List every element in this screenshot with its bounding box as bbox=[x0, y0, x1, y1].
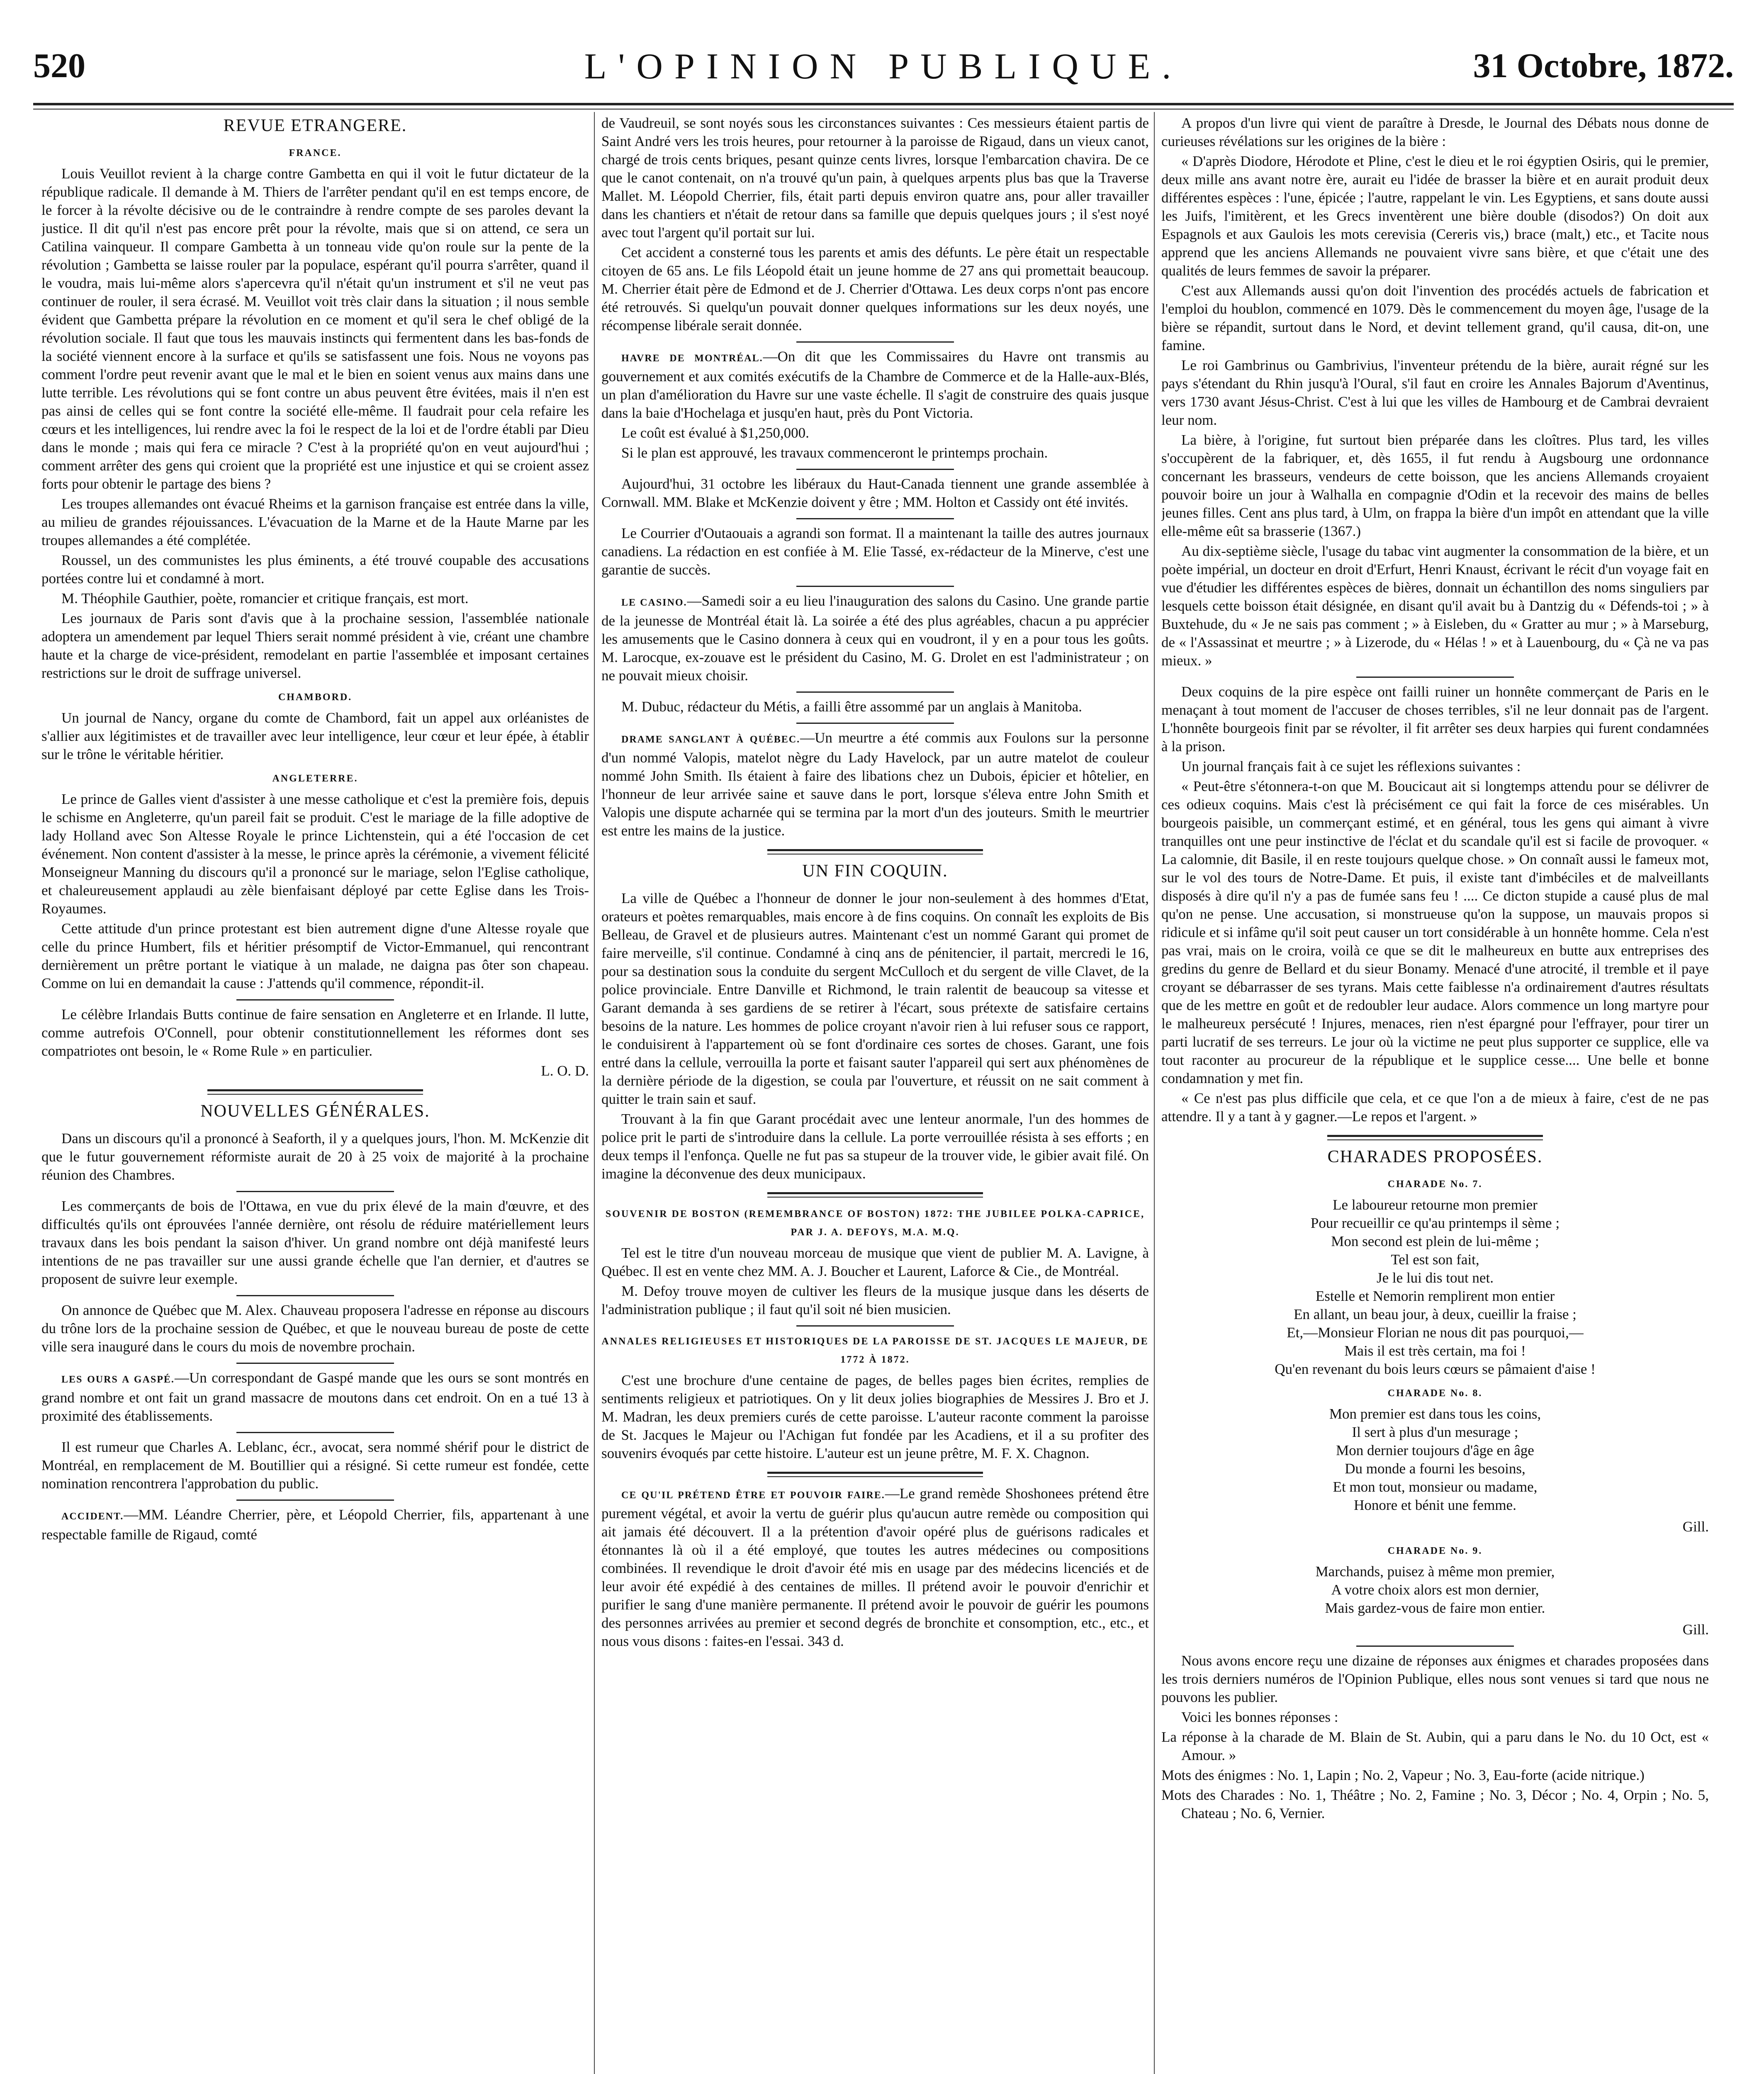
page-number: 520 bbox=[33, 46, 85, 85]
article-paragraph: Le coût est évalué à $1,250,000. bbox=[621, 425, 809, 441]
article-paragraph: « D'après Diodore, Hérodote et Pline, c'est le dieu et le roi égyptien Osiris, qui le premier, deux mille ans avant notre ère, aurait eu l'idée de brasser la bière et en aurait produit deux différentes espèces : l'une, épicée ; l'autre, rappelant le vin. Les Egyptiens, et sans doute aussi les Juifs, l'imitèrent, et les Grecs inventèrent une bière double (disodos?) On doit aux Espagnols et aux Gaulois les mots cerevisia (Cereris vis,) brace (malt,) etc., et Tacite nous apprend que les anciens Allemands ne pouvaient vivre sans bière, et que c'était une des qualités de leurs femmes de savoir la préparer. bbox=[1161, 153, 1709, 279]
article-paragraph: Le prince de Galles vient d'assister à une messe catholique et c'est la première fois, depuis le schisme en Angleterre, qu'un pareil fait se produit. C'est le mariage de la fille adoptive de lady Holland avec Son Altesse Royale le prince Lichtenstein, qui a été l'occasion de cet événement. Non content d'assister à la messe, le prince après la cérémonie, a vivement félicité Monseigneur Manning du discours qu'il a prononcé sur le mariage, selon l'Eglise catholique, et chaleureusement applaudi au zèle bienfaisant déployé par cette Eglise dans les Trois-Royaumes. bbox=[41, 791, 589, 917]
charade-signature: Gill. bbox=[1682, 1519, 1709, 1535]
review-title-souvenir: SOUVENIR DE BOSTON (REMEMBRANCE OF BOSTON) 1872: THE JUBILEE POLKA-CAPRICE, PAR J. A. DEFOYS, M.A. M.Q. bbox=[605, 1209, 1145, 1238]
verse-line: Qu'en revenant du bois leurs cœurs se pâmaient d'aise ! bbox=[1275, 1361, 1596, 1377]
section-title-charades: CHARADES PROPOSÉES. bbox=[1327, 1147, 1543, 1166]
charade-9-title: CHARADE No. 9. bbox=[1387, 1546, 1483, 1556]
answer-item: La réponse à la charade de M. Blain de St. Aubin, qui a paru dans le No. du 10 Oct, est « Amour. » bbox=[1161, 1729, 1709, 1763]
issue-date: 31 Octobre, 1872. bbox=[1473, 46, 1734, 85]
article-paragraph: C'est aux Allemands aussi qu'on doit l'invention des procédés actuels de fabrication et l'emploi du houblon, commencé en 1079. Dès le commencement du moyen âge, l'usage de la bière se répandit, surtout dans le Nord, et devint tellement grand, qu'il causa, dit-on, une famine. bbox=[1161, 282, 1709, 353]
article-paragraph: Tel est le titre d'un nouveau morceau de musique que vient de publier M. A. Lavigne, à Québec. Il est en vente chez MM. A. J. Boucher et Laurent, Laforce & Cie., de Montréal. bbox=[601, 1245, 1149, 1279]
verse-line: Et mon tout, monsieur ou madame, bbox=[1333, 1479, 1538, 1495]
article-paragraph: Cette attitude d'un prince protestant est bien autrement digne d'une Altesse royale que celle du prince Humbert, fils et héritier présomptif de Victor-Emmanuel, qui rencontrant dernièrement un prêtre portant le viatique à un malade, ne daigna pas ôter son chapeau. Comme on lui en demandait la cause : J'attends qu'il commence, répondit-il. bbox=[41, 920, 589, 991]
article-paragraph: Si le plan est approuvé, les travaux commenceront le printemps prochain. bbox=[621, 445, 1048, 461]
item-lead: LES OURS A GASPÉ. bbox=[61, 1374, 175, 1385]
verse-line: Mais gardez-vous de faire mon entier. bbox=[1325, 1600, 1545, 1616]
article-paragraph: M. Dubuc, rédacteur du Métis, a failli être assommé par un anglais à Manitoba. bbox=[621, 699, 1082, 715]
column-divider bbox=[594, 112, 595, 2074]
subsection-title-france: FRANCE. bbox=[289, 148, 342, 158]
charade-8-verse bbox=[1161, 1405, 1709, 1514]
header-rule bbox=[33, 103, 1734, 110]
charade-7-title: CHARADE No. 7. bbox=[1387, 1179, 1483, 1190]
review-title-annales: ANNALES RELIGIEUSES ET HISTORIQUES DE LA PAROISSE DE ST. JACQUES LE MAJEUR, DE 1772 À 1872. bbox=[601, 1336, 1149, 1365]
charade-9-verse bbox=[1161, 1563, 1709, 1617]
article-paragraph bbox=[601, 592, 1149, 685]
article-paragraph: Roussel, un des communistes les plus éminents, a été trouvé coupable des accusations portées contre lui et condamné à mort. bbox=[41, 552, 589, 587]
article-paragraph: C'est une brochure d'une centaine de pages, de belles pages bien écrites, remplies de sentiments religieux et patriotiques. On y lit deux jolies biographies de Messires J. Bro et J. M. Madran, les deux premiers curés de cette paroisse. L'auteur raconte comment la paroisse de St. Jacques le Majeur ou l'Achigan fut fondée par les Acadiens, et il a su profiter des souvenirs évoqués par cette histoire. L'auteur est un jeune prêtre, M. F. X. Chagnon. bbox=[601, 1372, 1149, 1461]
article-paragraph: Dans un discours qu'il a prononcé à Seaforth, il y a quelques jours, l'hon. M. McKenzie dit que le futur gouvernement réformiste aurait de 20 à 25 voix de majorité à la prochaine réunion des Chambres. bbox=[41, 1130, 589, 1183]
article-paragraph: de Vaudreuil, se sont noyés sous les circonstances suivantes : Ces messieurs étaient partis de Saint André vers les trois heures, pour retourner à la paroisse de Rigaud, dans un vieux canot, chargé de trois cents briques, pesant quinze cents livres, lorsque l'embarcation chavira. De ce que le canot contenait, on n'a trouvé qu'un pain, à quelques arpents plus bas que la Traverse Mallet. M. Léopold Cherrier, fils, était parti depuis environ quatre ans, pour aller travailler dans les chantiers et n'était de retour dans sa famille que depuis quelques jours ; il s'est noyé avec tout l'argent qu'il portait sur lui. bbox=[601, 115, 1149, 241]
item-text: —Samedi soir a eu lieu l'inauguration des salons du Casino. Une grande partie de la jeunesse de Montréal était là. La soirée a été des plus agréables, chacun a pu apprécier les amusements que le Casino donnera à ceux qui en voudront, il y en a pour tous les goûts. M. Larocque, ex-zouave est le président du Casino, M. G. Drolet en est l'administrateur ; on ne pouvait mieux choisir. bbox=[601, 593, 1149, 684]
item-lead: DRAME SANGLANT À QUÉBEC. bbox=[621, 734, 800, 745]
verse-line: En allant, un beau jour, à deux, cueillir la fraise ; bbox=[1294, 1306, 1577, 1322]
article-paragraph: Il est rumeur que Charles A. Leblanc, écr., avocat, sera nommé shérif pour le district de Montréal, en remplacement de M. Boutillier qui a résigné. Si cette rumeur est fondée, cette nomination rencontrera l'approbation du public. bbox=[41, 1439, 589, 1492]
article-paragraph: M. Théophile Gauthier, poète, romancier et critique français, est mort. bbox=[61, 590, 469, 606]
separator-rule bbox=[236, 1500, 394, 1501]
separator-rule bbox=[767, 1472, 983, 1477]
separator-rule bbox=[236, 1295, 394, 1296]
page-header bbox=[33, 46, 1734, 104]
article-paragraph bbox=[41, 1506, 589, 1544]
section-title-revue: REVUE ETRANGERE. bbox=[223, 116, 407, 135]
article-paragraph: Les journaux de Paris sont d'avis que à la prochaine session, l'assemblée nationale adoptera un amendement par lequel Thiers serait nommé président à vie, créant une chambre haute et la charge de vice-président, remodelant en partie l'assemblée et imposant certaines restrictions sur le droit de suffrage universel. bbox=[41, 610, 589, 681]
subsection-title-chambord: CHAMBORD. bbox=[278, 692, 353, 703]
separator-rule bbox=[1356, 1646, 1514, 1647]
column-1 bbox=[41, 114, 589, 2074]
article-paragraph bbox=[601, 1485, 1149, 1650]
verse-line: Tel est son fait, bbox=[1391, 1251, 1479, 1268]
article-paragraph: Le Courrier d'Outaouais a agrandi son format. Il a maintenant la taille des autres journaux canadiens. La rédaction en est confiée à M. Elie Tassé, ex-rédacteur de la Minerve, c'est une garantie de succès. bbox=[601, 525, 1149, 578]
item-lead: HAVRE DE MONTRÉAL. bbox=[621, 353, 763, 364]
ad-reference: 343 d. bbox=[808, 1633, 844, 1649]
verse-line: A votre choix alors est mon dernier, bbox=[1331, 1582, 1539, 1598]
column-2 bbox=[601, 114, 1149, 2074]
separator-rule bbox=[796, 341, 954, 343]
article-paragraph: Au dix-septième siècle, l'usage du tabac vint augmenter la consommation de la bière, et un poète impérial, un docteur en droit d'Erfurt, Henri Knaust, écrivant le récit d'un voyage fait en vue d'étudier les différentes espèces de bières, donnait un échantillon des noms singuliers par lesquels cette boisson était désignée, en disant qu'il avait bu à Dantzig du « Défends-toi ; » à Buxtehude, du « Je ne sais pas comment ; » à Eisleben, du « Gratter au mur ; » à Marseburg, de « l'Assassinat et meurtre ; » à Lizerode, du « Hélas ! » et à Lauenbourg, du « Çà ne va pas mieux. » bbox=[1161, 543, 1709, 669]
charade-signature: Gill. bbox=[1682, 1621, 1709, 1638]
answers-list bbox=[1161, 1728, 1709, 1823]
answer-item: Mots des Charades : No. 1, Théâtre ; No. 2, Famine ; No. 3, Décor ; No. 4, Orpin ; No. 5, Chateau ; No. 6, Vernier. bbox=[1161, 1787, 1709, 1821]
separator-rule bbox=[796, 469, 954, 470]
article-paragraph: Aujourd'hui, 31 octobre les libéraux du Haut-Canada tiennent une grande assemblée à Cornwall. MM. Blake et McKenzie doivent y être ; MM. Holton et Cassidy ont été invités. bbox=[601, 476, 1149, 510]
article-paragraph: Les commerçants de bois de l'Ottawa, en vue du prix élevé de la main d'œuvre, et des difficultés qu'ils ont éprouvées l'année dernière, ont résolu de réduire matériellement leurs travaux dans les bois pendant la saison d'hiver. Un grand nombre ont déjà manifesté leurs intentions de ne pas travailler sur une aussi grande échelle que l'an dernier, et d'autres se proposent de suivre leur exemple. bbox=[41, 1198, 589, 1287]
article-paragraph: Un journal français fait à ce sujet les réflexions suivantes : bbox=[1181, 758, 1521, 774]
verse-line: Honore et bénit une femme. bbox=[1354, 1497, 1516, 1513]
article-paragraph bbox=[601, 729, 1149, 840]
verse-line: Mon second est plein de lui-même ; bbox=[1331, 1233, 1539, 1249]
verse-line: Mon dernier toujours d'âge en âge bbox=[1336, 1442, 1534, 1458]
verse-line: Mais il est très certain, ma foi ! bbox=[1344, 1343, 1526, 1359]
item-text: —Un meurtre a été commis aux Foulons sur la personne d'un nommé Valopis, matelot nègre du Lady Havelock, par un autre matelot de couleur nommé John Smith. Ils étaient à faire des libations chez un Dubois, épicier et hôtelier, en l'honneur de leur arrivée saine et sauve dans le port, lorsque s'éleva entre John Smith et Valopis une dispute acharnée qui se termina par la mort d'un des jouteurs. Smith le meurtrier est entre les mains de la justice. bbox=[601, 730, 1149, 839]
article-paragraph: Un journal de Nancy, organe du comte de Chambord, fait un appel aux orléanistes de s'allier aux légitimistes et de travailler avec leur intelligence, leur cœur et leur épée, à établir sur le trône le véritable héritier. bbox=[41, 710, 589, 762]
separator-rule bbox=[1327, 1135, 1543, 1140]
separator-rule bbox=[236, 1363, 394, 1364]
article-paragraph: On annonce de Québec que M. Alex. Chauveau proposera l'adresse en réponse au discours du trône lors de la prochaine session de Québec, et que le nouveau bureau de poste de cette ville sera inauguré dans le cours du mois de novembre prochain. bbox=[41, 1302, 589, 1355]
article-paragraph: Le roi Gambrinus ou Gambrivius, l'inventeur prétendu de la bière, aurait régné sur les pays s'étendant du Rhin jusqu'à l'Oural, s'il faut en croire les Annales Bajorum d'Aventinus, vers 1730 avant Jésus-Christ. C'est à lui que les villes de Hambourg et de Cambrai devraient leur nom. bbox=[1161, 357, 1709, 428]
author-signature: L. O. D. bbox=[541, 1063, 589, 1079]
newspaper-title: L'OPINION PUBLIQUE. bbox=[584, 46, 1183, 87]
section-title-nouvelles: NOUVELLES GÉNÉRALES. bbox=[200, 1102, 430, 1121]
verse-line: Il sert à plus d'un mesurage ; bbox=[1352, 1424, 1518, 1440]
article-paragraph: Les troupes allemandes ont évacué Rheims et la garnison française est entrée dans la ville, au milieu de grandes réjouissances. L'évacuation de la Marne et de la Haute Marne par les troupes allemandes a été complétée. bbox=[41, 496, 589, 548]
verse-line: Je le lui dis tout net. bbox=[1377, 1270, 1494, 1286]
column-divider bbox=[1154, 112, 1155, 2074]
article-paragraph: « Peut-être s'étonnera-t-on que M. Boucicaut ait si longtemps attendu pour se délivrer de ces odieux coquins. Mais c'est là précisément ce qui fait la force de ces misérables. Un bourgeois paisible, un commerçant estimé, et en général, tous les gens qui aimant à vivre tranquilles ont une peur instinctive de l'éclat et du scandale qu'il est si facile de provoquer. « La calomnie, dit Basile, il en reste toujours quelque chose. » On connaît aussi le fameux mot, sur le vol des tours de Notre-Dame. Et puis, il existe tant d'imbéciles et de malveillants disposés à dire qu'il n'y a pas de fumée sans feu ! .... Ce dicton stupide a causé plus de mal qu'on ne pense. Une accusation, si monstrueuse qu'on la suppose, un mauvais propos si ridicule et si infâme qu'il soit peut causer un tort considérable à un honnête homme. Cela n'est pas vrai, mais on le croira, voilà ce que se dit le malheureux en butte aux entreprises des gredins du genre de Bellard et du sieur Bonamy. Menacé d'une atrocité, il tremble et il paye croyant se débarrasser de ses tyrans. Mais cette faiblesse n'a ordinairement d'autres résultats que de les mettre en goût et de redoubler leur audace. Alors commence un long martyre pour le malheureux persécuté ! Injures, menaces, rien n'est épargné pour l'effrayer, pour tirer un parti lucratif de ses terreurs. Le jour où la victime ne peut plus supporter ce supplice, elle va tout raconter au procureur de la république et le supplice cesse.... Une belle et bonne condamnation y met fin. bbox=[1161, 778, 1709, 1086]
article-paragraph: M. Defoy trouve moyen de cultiver les fleurs de la musique jusque dans les déserts de l'administration publique ; il faut qu'il soit né bien musicien. bbox=[601, 1283, 1149, 1317]
article-paragraph: La ville de Québec a l'honneur de donner le jour non-seulement à des hommes d'Etat, orateurs et poètes remarquables, mais encore à de fins coquins. On connaît les exploits de Bis Belleau, de Gravel et de plusieurs autres. Maintenant c'est un nommé Garant qui promet de faire merveille, s'il continue. Condamné à cinq ans de pénitencier, il partait, mercredi le 16, pour sa destination sous la conduite du sergent McCulloch et du sergent de ville Clavet, de la police provinciale. Entre Danville et Richmond, le train ralentit de beaucoup sa vitesse et Garant demanda à ses gardiens de se retirer à l'écart, sous prétexte de satisfaire certains besoins de la nature. Les hommes de police croyant n'avoir rien à lui refuser sous ce rapport, le conduisirent à l'appartement où se font d'ordinaire ces sortes de choses. Garant, une fois entré dans la cellule, verrouilla la porte et faisant sauter l'appareil qui sert aux phénomènes de la dernière période de la digestion, se coula par l'ouverture, et réussit on ne sait comment à quitter le train sain et sauf. bbox=[601, 890, 1149, 1107]
item-text: —MM. Léandre Cherrier, père, et Léopold Cherrier, fils, appartenant à une respectable famille de Rigaud, comté bbox=[41, 1507, 589, 1543]
item-text: —Le grand remède Shoshonees prétend être purement végétal, et avoir la vertu de guérir plus qu'aucun autre remède ou composition qui ait jamais été découvert. Il a la prétention d'avoir opéré plus de guérisons radicales et étonnantes là où il a été employé, que toutes les autres médecines ou compositions combinées. Il revendique le droit d'avoir été mis en usage par des médecins licenciés et de leur avoir été expédié à des centaines de milles. Il prétend avoir le pouvoir d'enrichir et purifier le sang d'une manière permanente. Il prétend avoir le pouvoir de guérir les poumons des personnes arrivées au premier et second degrés de bronchite et consomption, etc., etc., et nous vous disons : faites-en l'essai. bbox=[601, 1485, 1149, 1649]
answer-item: Mots des énigmes : No. 1, Lapin ; No. 2, Vapeur ; No. 3, Eau-forte (acide nitrique.) bbox=[1161, 1767, 1645, 1783]
verse-line: Mon premier est dans tous les coins, bbox=[1329, 1406, 1541, 1422]
verse-line: Et,—Monsieur Florian ne nous dit pas pourquoi,— bbox=[1287, 1324, 1584, 1341]
verse-line: Le laboureur retourne mon premier bbox=[1333, 1197, 1538, 1213]
article-paragraph: A propos d'un livre qui vient de paraître à Dresde, le Journal des Débats nous donne de curieuses révélations sur les origines de la bière : bbox=[1161, 115, 1709, 149]
article-paragraph: Nous avons encore reçu une dizaine de réponses aux énigmes et charades proposées dans les trois derniers numéros de l'Opinion Publique, elles nous sont venues si tard que nous ne pouvons les publier. bbox=[1161, 1653, 1709, 1705]
article-paragraph: Le célèbre Irlandais Butts continue de faire sensation en Angleterre et en Irlande. Il lutte, comme autrefois O'Connell, pour obtenir constitutionnellement les réformes dont ses compatriotes ont besoin, le « Rome Rule » en particulier. bbox=[41, 1006, 589, 1059]
verse-line: Estelle et Nemorin remplirent mon entier bbox=[1315, 1288, 1555, 1304]
article-paragraph: Cet accident a consterné tous les parents et amis des défunts. Le père était un respectable citoyen de 65 ans. Le fils Léopold était un jeune homme de 27 ans qui promettait beaucoup. M. Cherrier était père de Edmond et de J. Cherrier d'Ottawa. Les deux corps n'ont pas encore été retrouvés. Si quelqu'un pouvait donner quelques informations sur les deux noyés, une récompense libérale serait donnée. bbox=[601, 244, 1149, 333]
separator-rule bbox=[796, 586, 954, 587]
article-paragraph: Trouvant à la fin que Garant procédait avec une lenteur anormale, l'un des hommes de police prit le parti de s'introduire dans la cellule. La porte verrouillée résista à ses efforts ; en deux temps il l'enfonça. Quelle ne fut pas sa stupeur de la trouver vide, le gibier avait filé. On imagine la déconvenue des deux municipaux. bbox=[601, 1111, 1149, 1182]
item-text: —Un correspondant de Gaspé mande que les ours se sont montrés en grand nombre et ont fait un grand massacre de moutons dans cet endroit. On en a tué 13 à proximité des établissements. bbox=[41, 1370, 589, 1424]
verse-line: Marchands, puisez à même mon premier, bbox=[1315, 1563, 1555, 1580]
section-title-fin-coquin: UN FIN COQUIN. bbox=[802, 862, 948, 881]
separator-rule bbox=[796, 691, 954, 693]
column-3 bbox=[1161, 114, 1709, 2074]
article-paragraph: « Ce n'est pas plus difficile que cela, et ce que l'on a de mieux à faire, c'est de ne pas attendre. Il y a tant à y gagner.—Le repos et l'argent. » bbox=[1161, 1090, 1709, 1125]
separator-rule bbox=[767, 849, 983, 854]
separator-rule bbox=[767, 1192, 983, 1198]
article-paragraph: Louis Veuillot revient à la charge contre Gambetta en qui il voit le futur dictateur de la république radicale. Il demande à M. Thiers de l'arrêter pendant qu'il en est temps encore, de le forcer à la révolte décisive ou de le contraindre à rendre compte de ses paroles devant la justice. Il dit qu'il n'est pas encore prêt pour la révolte, mais que si on attend, ce sera un Catilina vainqueur. Il compare Gambetta à un tonneau vide qu'on roule sur la pente de la révolution ; Gambetta se laisse rouler par la populace, espérant qu'il pourra s'arrêter, quand il le voudra, mais lui-même alors s'apercevra qu'il n'était qu'un instrument et s'il ne veut pas continuer de rouler, il sera écrasé. M. Veuillot voit très clair dans la situation ; il nous semble évident que Gambetta prépare la révolution en ce moment et qu'il sera le chef obligé de la révolution sociale. Il faut que tous les mauvais instincts qui fermentent dans les bas-fonds de la société viennent encore à la surface et qu'ils se satisfassent une fois. Nous ne voyons pas comment l'ordre peut revenir avant que le mal et le bien en soient venus aux mains dans une lutte terrible. Les révolutions qui se font contre un abus peuvent être évitées, mais il n'en est pas ainsi de celles qui se font contre la société elle-même. Il faudrait pour cela refaire les cœurs et les intelligences, lui rendre avec la foi le respect de la loi et de l'ordre établi par Dieu dans le monde ; mais qui fera ce miracle ? C'est à la propriété qu'on en veut aujourd'hui ; comment arrêter des gens qui croient que la propriété est une injustice et qui se croient assez forts pour obtenir le partage des biens ? bbox=[41, 166, 589, 492]
separator-rule bbox=[207, 1089, 423, 1095]
article-paragraph: Voici les bonnes réponses : bbox=[1181, 1709, 1338, 1725]
separator-rule bbox=[796, 518, 954, 519]
separator-rule bbox=[796, 723, 954, 724]
item-lead: LE CASINO. bbox=[621, 597, 687, 608]
article-paragraph bbox=[41, 1369, 589, 1425]
item-lead: CE QU'IL PRÉTEND ÊTRE ET POUVOIR FAIRE. bbox=[621, 1490, 885, 1501]
separator-rule bbox=[236, 1432, 394, 1433]
verse-line: Pour recueillir ce qu'au printemps il sème ; bbox=[1310, 1215, 1560, 1231]
separator-rule bbox=[796, 1325, 954, 1327]
verse-line: Du monde a fourni les besoins, bbox=[1345, 1461, 1526, 1477]
separator-rule bbox=[1356, 677, 1514, 678]
charade-8-title: CHARADE No. 8. bbox=[1387, 1388, 1483, 1399]
separator-rule bbox=[236, 1191, 394, 1192]
article-paragraph bbox=[601, 348, 1149, 422]
subsection-title-angleterre: ANGLETERRE. bbox=[272, 773, 358, 784]
separator-rule bbox=[236, 999, 394, 1000]
article-paragraph: La bière, à l'origine, fut surtout bien préparée dans les cloîtres. Plus tard, les villes s'occupèrent de la fabriquer, et, dès 1655, il fut rendu à Augsbourg une ordonnance concernant les brasseurs, vendeurs de cette boisson, que les anciens Allemands croyaient pouvoir boire un jour à Walhalla en compagnie d'Odin et la recevoir des mains de belles jeunes filles. Cent ans plus tard, à Ulm, on frappa la bière d'un impôt en attendant que la ville elle-même eût sa brasserie (1367.) bbox=[1161, 432, 1709, 539]
item-lead: ACCIDENT. bbox=[61, 1511, 124, 1522]
article-paragraph: Deux coquins de la pire espèce ont failli ruiner un honnête commerçant de Paris en le menaçant à tout moment de l'accuser de choses terribles, s'il ne leur donnait pas de l'argent. L'honnête bourgeois finit par se révolter, il fit arrêter ses deux harpies qui furent condamnées à la prison. bbox=[1161, 684, 1709, 755]
item-text: —On dit que les Commissaires du Havre ont transmis au gouvernement et aux comités exécutifs de la Chambre de Commerce et de la Halle-aux-Blés, un plan d'amélioration du Havre sur une vaste échelle. Il s'agit de construire des quais jusque dans la baie d'Hochelaga et jusqu'en haut, près du Pont Victoria. bbox=[601, 348, 1149, 421]
charade-7-verse bbox=[1161, 1196, 1709, 1378]
